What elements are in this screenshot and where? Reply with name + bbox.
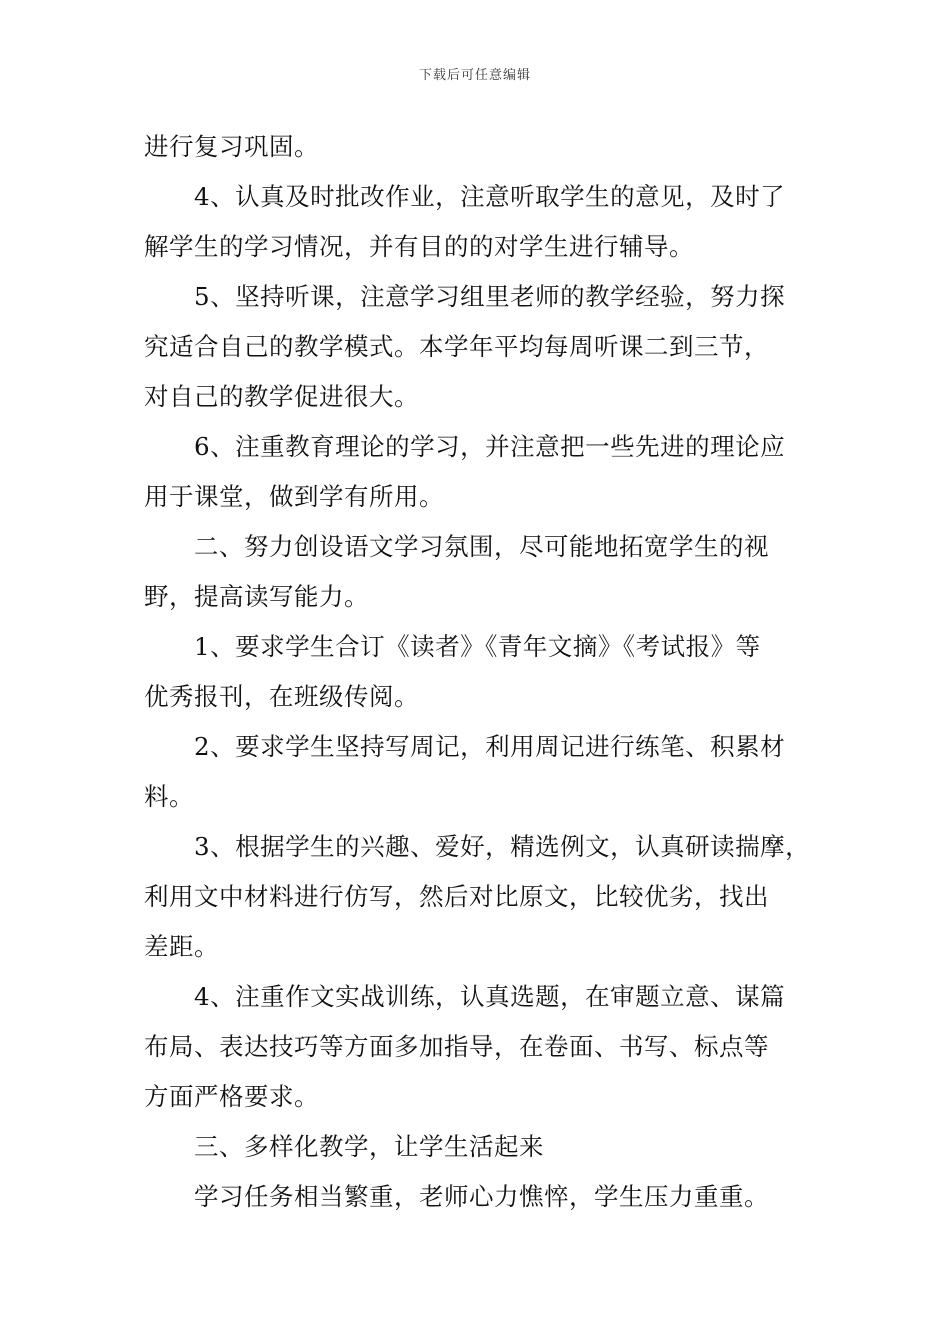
text-line: 5、坚持听课，注意学习组里老师的教学经验，努力探: [194, 282, 786, 311]
document-body: [144, 122, 809, 1222]
text-line: 方面严格要求。: [144, 1082, 319, 1111]
text-line: 1、要求学生合订《读者》《青年文摘》《考试报》等: [194, 632, 761, 661]
text-line: 究适合自己的教学模式。本学年平均每周听课二到三节，: [144, 332, 769, 361]
text-line: 差距。: [144, 932, 219, 961]
text-line: 学习任务相当繁重，老师心力憔悴，学生压力重重。: [194, 1182, 769, 1211]
text-line: 4、认真及时批改作业，注意听取学生的意见，及时了: [194, 182, 786, 211]
section-heading-line: 三、多样化教学，让学生活起来: [194, 1132, 544, 1161]
text-line: 6、注重教育理论的学习，并注意把一些先进的理论应: [194, 432, 786, 461]
text-line: 3、根据学生的兴趣、爱好，精选例文，认真研读揣摩，: [194, 832, 811, 861]
section-heading-line: 二、努力创设语文学习氛围，尽可能地拓宽学生的视: [194, 532, 769, 561]
text-line: 解学生的学习情况，并有目的的对学生进行辅导。: [144, 232, 694, 261]
text-line: 布局、表达技巧等方面多加指导，在卷面、书写、标点等: [144, 1032, 769, 1061]
text-line: 对自己的教学促进很大。: [144, 382, 419, 411]
text-line: 2、要求学生坚持写周记，利用周记进行练笔、积累材: [194, 732, 786, 761]
text-line: 进行复习巩固。: [144, 132, 319, 161]
text-line: 4、注重作文实战训练，认真选题，在审题立意、谋篇: [194, 982, 786, 1011]
text-line: 用于课堂，做到学有所用。: [144, 482, 444, 511]
text-line: 料。: [144, 782, 194, 811]
section-heading-line: 野，提高读写能力。: [144, 582, 369, 611]
text-line: 优秀报刊，在班级传阅。: [144, 682, 419, 711]
header-note: 下载后可任意编辑: [418, 68, 531, 83]
text-line: 利用文中材料进行仿写，然后对比原文，比较优劣，找出: [144, 882, 769, 911]
